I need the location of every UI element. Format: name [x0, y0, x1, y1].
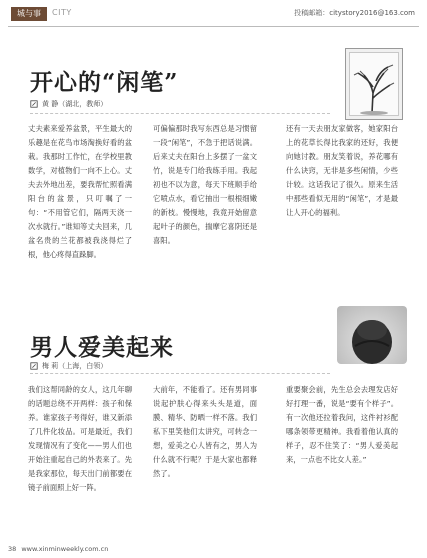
- article2-dashed-rule: [30, 373, 330, 374]
- article2-column-2: 大前年，不能看了。还有男同事说起护肤心得来头头是道，面膜、精华、防晒一样不落。我们私下里笑他们太讲究，可转念一想，爱美之心人皆有之，男人为什么就不行呢？于是大家也都释然了。: [153, 385, 257, 478]
- hair-photo: [337, 306, 407, 364]
- article1-column-1: 丈夫素来爱养盆景，平生最大的乐趣是在花鸟市场淘换好看的盆栽。我那时工作忙，在学校里教数学，对植物们一向不上心。丈夫去外地出差，要我帮忙照看满阳台的盆景，只叮嘱了一句：“不用管它们，隔两天浇一次水就行。”谁知等丈夫回来，几盆名贵的兰花都被我浇得烂了根，他心疼得直跺脚。: [28, 124, 132, 259]
- page-number: 38: [8, 545, 17, 553]
- article1-byline: [30, 99, 107, 109]
- article1-column-3: 还有一天去朋友家做客，她家阳台上的花草长得比我家的还好，我便向她讨教。朋友笑着说，养花哪有什么诀窍，无非是多些闲情，少些计较。这话我记了很久。原来生活中那些看似无用的“闲笔”，才是最让人开心的福利。: [286, 124, 398, 217]
- article1-author: 黄 静（湖北，教师）: [42, 100, 108, 108]
- ink-tree-illustration: [345, 48, 403, 120]
- article2-byline: [30, 361, 107, 371]
- page-footer: [8, 545, 108, 553]
- article1-dashed-rule: [30, 113, 330, 114]
- article2-title: 男人爱美起来: [30, 334, 174, 361]
- footer-website: www.xinminweekly.com.cn: [21, 545, 109, 553]
- column-en-label: CITY: [52, 8, 72, 17]
- article2-author: 梅 莉（上海，白领）: [42, 362, 108, 370]
- page-header: [0, 0, 427, 30]
- head-silhouette-icon: [337, 306, 407, 364]
- article2-column-3: 重要聚会前，先生总会去理发店好好打理一番，说是“要有个样子”。有一次他还拉着我问，这件衬衫配哪条领带更精神。我看着他认真的样子，忍不住笑了：“男人爱美起来，一点也不比女人差。”: [286, 385, 398, 464]
- pen-icon: [30, 100, 38, 108]
- pen-icon: [30, 362, 38, 370]
- column-tag: 城与事: [11, 7, 47, 21]
- submission-email: 投稿邮箱：citystory2016@163.com: [294, 9, 415, 17]
- tree-icon: [350, 53, 398, 115]
- article2-column-1: 我们这帮同龄的女人，这几年聊的话题总绕不开两样：孩子和保养。谁家孩子考得好，谁又新添了几件化妆品。可是最近，我们发现情况有了变化——男人们也开始注重起自己的外表来了。先是我家那位，每天出门前都要在镜子前面照上好一阵。: [28, 385, 132, 492]
- article1-title: 开心的“闲笔”: [30, 69, 179, 96]
- article1-column-2: 可偏偏那时我写东西总是习惯留一段“闲笔”，不急于把话说满。后来丈夫在阳台上多摆了一盆文竹，说是专门给我练手用。我起初也不以为意，每天下班顺手给它喷点水，看它抽出一根根细嫩的新枝。慢慢地，我竟开始留意起叶子的颜色，揣摩它喜阴还是喜阳。: [153, 124, 257, 245]
- header-divider: [8, 26, 419, 27]
